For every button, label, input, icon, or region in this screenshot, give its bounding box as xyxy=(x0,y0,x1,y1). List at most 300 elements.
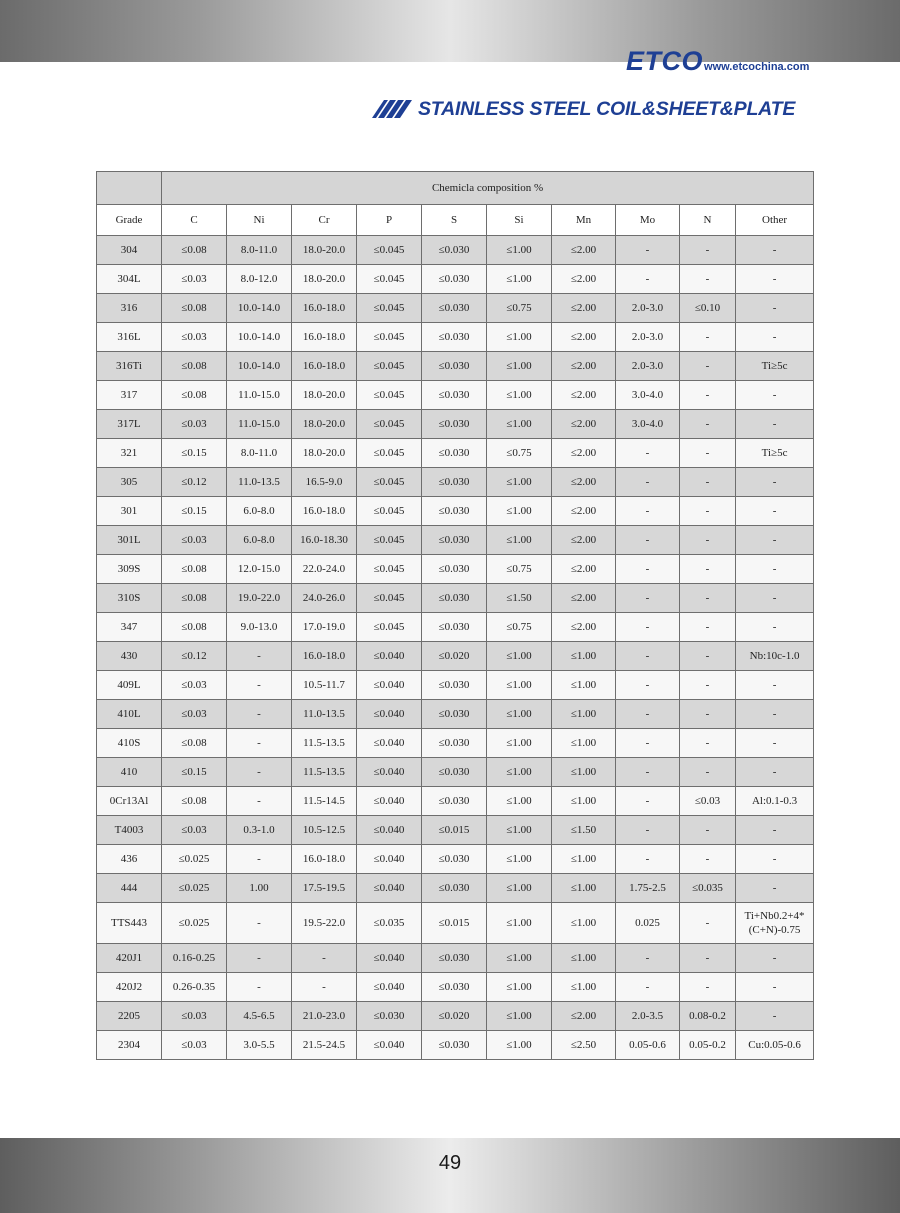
table-cell: ≤0.040 xyxy=(357,671,422,700)
table-row xyxy=(97,294,814,323)
table-cell: - xyxy=(680,410,736,439)
table-cell: - xyxy=(616,700,680,729)
page-title-row xyxy=(372,96,795,122)
table-cell: ≤1.00 xyxy=(487,700,552,729)
table-cell: ≤0.08 xyxy=(162,381,227,410)
table-cell: 16.0-18.0 xyxy=(292,352,357,381)
table-cell: 4.5-6.5 xyxy=(227,1002,292,1031)
table-cell: - xyxy=(227,671,292,700)
table-cell: ≤1.00 xyxy=(487,410,552,439)
grade-cell: 444 xyxy=(97,874,162,903)
table-cell: 9.0-13.0 xyxy=(227,613,292,642)
table-cell: - xyxy=(680,323,736,352)
table-cell: ≤0.03 xyxy=(680,787,736,816)
table-row xyxy=(97,352,814,381)
table-cell: - xyxy=(680,439,736,468)
table-cell: 21.0-23.0 xyxy=(292,1002,357,1031)
table-cell: ≤0.030 xyxy=(422,700,487,729)
table-cell: 21.5-24.5 xyxy=(292,1031,357,1060)
table-row xyxy=(97,584,814,613)
table-cell: ≤0.045 xyxy=(357,236,422,265)
table-cell: 8.0-11.0 xyxy=(227,439,292,468)
table-cell: - xyxy=(736,381,814,410)
table-cell: - xyxy=(616,468,680,497)
column-header: Grade xyxy=(97,205,162,236)
table-cell: - xyxy=(680,758,736,787)
grade-cell: 310S xyxy=(97,584,162,613)
table-cell: ≤0.040 xyxy=(357,944,422,973)
table-cell: ≤0.045 xyxy=(357,410,422,439)
table-cell: ≤0.040 xyxy=(357,758,422,787)
table-cell: ≤1.00 xyxy=(487,903,552,944)
table-cell: - xyxy=(736,671,814,700)
table-cell: - xyxy=(616,816,680,845)
grade-cell: 436 xyxy=(97,845,162,874)
table-cell: ≤1.00 xyxy=(487,874,552,903)
table-cell: ≤0.015 xyxy=(422,903,487,944)
table-cell: ≤0.030 xyxy=(422,613,487,642)
table-cell: ≤0.045 xyxy=(357,497,422,526)
table-cell: - xyxy=(680,729,736,758)
table-cell: - xyxy=(616,497,680,526)
table-cell: ≤0.10 xyxy=(680,294,736,323)
table-cell: ≤1.00 xyxy=(552,729,616,758)
table-cell: ≤2.00 xyxy=(552,410,616,439)
table-cell: - xyxy=(736,729,814,758)
table-cell: ≤0.030 xyxy=(422,236,487,265)
column-header: Mn xyxy=(552,205,616,236)
table-row xyxy=(97,845,814,874)
table-cell: - xyxy=(736,816,814,845)
table-cell: - xyxy=(616,439,680,468)
table-cell: ≤1.00 xyxy=(487,236,552,265)
table-cell: ≤1.00 xyxy=(487,323,552,352)
table-cell: ≤0.030 xyxy=(357,1002,422,1031)
table-cell: ≤0.03 xyxy=(162,265,227,294)
table-cell: ≤0.045 xyxy=(357,265,422,294)
table-cell: ≤0.040 xyxy=(357,1031,422,1060)
table-cell: ≤0.020 xyxy=(422,642,487,671)
table-cell: - xyxy=(680,973,736,1002)
table-cell: - xyxy=(736,1002,814,1031)
table-cell: - xyxy=(736,613,814,642)
table-cell: 10.5-11.7 xyxy=(292,671,357,700)
table-cell: ≤0.03 xyxy=(162,526,227,555)
table-cell: - xyxy=(227,973,292,1002)
column-header: Other xyxy=(736,205,814,236)
table-cell: ≤0.08 xyxy=(162,352,227,381)
table-cell: ≤0.030 xyxy=(422,729,487,758)
table-cell: 1.75-2.5 xyxy=(616,874,680,903)
table-cell: ≤2.00 xyxy=(552,497,616,526)
table-cell: - xyxy=(616,729,680,758)
table-cell: ≤0.03 xyxy=(162,1031,227,1060)
table-cell: ≤0.025 xyxy=(162,903,227,944)
table-cell: - xyxy=(736,845,814,874)
table-cell: 11.0-13.5 xyxy=(292,700,357,729)
table-cell: ≤0.03 xyxy=(162,816,227,845)
table-cell: Al:0.1-0.3 xyxy=(736,787,814,816)
table-cell: - xyxy=(736,265,814,294)
table-cell: ≤2.00 xyxy=(552,613,616,642)
grade-cell: 317 xyxy=(97,381,162,410)
table-cell: ≤0.040 xyxy=(357,787,422,816)
table-cell: ≤0.045 xyxy=(357,294,422,323)
table-cell: ≤0.08 xyxy=(162,294,227,323)
table-cell: ≤1.00 xyxy=(552,671,616,700)
table-cell: ≤1.50 xyxy=(552,816,616,845)
table-cell: ≤1.00 xyxy=(552,642,616,671)
table-row xyxy=(97,410,814,439)
table-cell: - xyxy=(736,874,814,903)
table-cell: - xyxy=(736,468,814,497)
table-cell: ≤0.040 xyxy=(357,816,422,845)
table-cell: ≤0.030 xyxy=(422,439,487,468)
table-cell: 10.0-14.0 xyxy=(227,294,292,323)
table-cell: ≤0.040 xyxy=(357,874,422,903)
table-cell: ≤0.12 xyxy=(162,468,227,497)
table-cell: ≤1.00 xyxy=(487,526,552,555)
table-cell: ≤0.025 xyxy=(162,874,227,903)
page-title: STAINLESS STEEL COIL&SHEET&PLATE xyxy=(418,97,796,120)
table-cell: - xyxy=(680,642,736,671)
table-cell: - xyxy=(736,497,814,526)
table-cell: - xyxy=(680,671,736,700)
table-cell: - xyxy=(736,758,814,787)
grade-cell: 410 xyxy=(97,758,162,787)
table-cell: ≤0.030 xyxy=(422,584,487,613)
grade-cell: 420J1 xyxy=(97,944,162,973)
table-cell: - xyxy=(227,944,292,973)
table-row xyxy=(97,468,814,497)
table-cell: - xyxy=(680,352,736,381)
table-cell: ≤0.030 xyxy=(422,526,487,555)
table-cell: - xyxy=(680,816,736,845)
table-cell: - xyxy=(680,584,736,613)
table-cell: 11.5-14.5 xyxy=(292,787,357,816)
table-cell: 16.0-18.0 xyxy=(292,845,357,874)
table-cell: 8.0-12.0 xyxy=(227,265,292,294)
table-cell: ≤1.00 xyxy=(552,845,616,874)
table-cell: - xyxy=(680,468,736,497)
table-cell: ≤0.08 xyxy=(162,729,227,758)
table-cell: 3.0-4.0 xyxy=(616,410,680,439)
column-header: S xyxy=(422,205,487,236)
grade-cell: 309S xyxy=(97,555,162,584)
table-cell: - xyxy=(616,671,680,700)
table-row xyxy=(97,1031,814,1060)
table-cell: - xyxy=(736,526,814,555)
table-cell: ≤0.08 xyxy=(162,555,227,584)
table-cell: ≤1.00 xyxy=(487,758,552,787)
table-cell: ≤0.03 xyxy=(162,671,227,700)
table-cell: ≤1.00 xyxy=(552,758,616,787)
table-cell: ≤1.00 xyxy=(487,497,552,526)
table-cell: Cu:0.05-0.6 xyxy=(736,1031,814,1060)
table-cell: ≤0.045 xyxy=(357,381,422,410)
table-cell: 18.0-20.0 xyxy=(292,265,357,294)
table-cell: Ti+Nb0.2+4* (C+N)-0.75 xyxy=(736,903,814,944)
table-row xyxy=(97,944,814,973)
table-cell: ≤1.50 xyxy=(487,584,552,613)
table-cell: ≤1.00 xyxy=(552,700,616,729)
grade-cell: TTS443 xyxy=(97,903,162,944)
table-cell: ≤0.030 xyxy=(422,555,487,584)
grade-cell: 2205 xyxy=(97,1002,162,1031)
column-header: Mo xyxy=(616,205,680,236)
table-cell: - xyxy=(680,497,736,526)
grade-cell: 304 xyxy=(97,236,162,265)
table-cell: ≤2.00 xyxy=(552,584,616,613)
table-cell: - xyxy=(680,381,736,410)
table-cell: ≤0.75 xyxy=(487,613,552,642)
composition-table xyxy=(96,171,814,1060)
page-number: 49 xyxy=(438,1152,462,1174)
table-cell: - xyxy=(680,845,736,874)
table-cell: ≤2.00 xyxy=(552,352,616,381)
table-cell: - xyxy=(680,555,736,584)
table-cell: - xyxy=(680,526,736,555)
table-cell: ≤0.035 xyxy=(357,903,422,944)
table-cell: - xyxy=(736,294,814,323)
table-cell: ≤0.03 xyxy=(162,410,227,439)
grade-cell: 410L xyxy=(97,700,162,729)
grade-cell: 0Cr13Al xyxy=(97,787,162,816)
grade-cell: 430 xyxy=(97,642,162,671)
table-cell: - xyxy=(227,758,292,787)
table-cell: 18.0-20.0 xyxy=(292,381,357,410)
grade-cell: 316 xyxy=(97,294,162,323)
table-cell: ≤0.15 xyxy=(162,439,227,468)
table-cell: ≤0.030 xyxy=(422,323,487,352)
table-cell: 11.0-15.0 xyxy=(227,381,292,410)
grade-cell: 301L xyxy=(97,526,162,555)
table-cell: ≤0.045 xyxy=(357,352,422,381)
table-cell: ≤2.00 xyxy=(552,323,616,352)
table-cell: 0.16-0.25 xyxy=(162,944,227,973)
grade-cell: 305 xyxy=(97,468,162,497)
table-cell: ≤0.030 xyxy=(422,265,487,294)
table-cell: 6.0-8.0 xyxy=(227,526,292,555)
table-cell: - xyxy=(227,787,292,816)
grade-cell: 316Ti xyxy=(97,352,162,381)
table-cell: 0.05-0.6 xyxy=(616,1031,680,1060)
table-cell: 2.0-3.0 xyxy=(616,323,680,352)
table-cell: 19.0-22.0 xyxy=(227,584,292,613)
table-cell: - xyxy=(616,787,680,816)
table-cell: ≤1.00 xyxy=(487,1031,552,1060)
table-cell: ≤0.12 xyxy=(162,642,227,671)
grade-cell: 317L xyxy=(97,410,162,439)
table-cell: ≤1.00 xyxy=(487,973,552,1002)
table-cell: ≤0.75 xyxy=(487,439,552,468)
table-cell: - xyxy=(292,973,357,1002)
table-row xyxy=(97,758,814,787)
table-cell: 3.0-5.5 xyxy=(227,1031,292,1060)
table-cell: 10.5-12.5 xyxy=(292,816,357,845)
table-cell: - xyxy=(736,944,814,973)
table-cell: - xyxy=(616,236,680,265)
header-blank-cell xyxy=(97,172,162,205)
table-cell: ≤1.00 xyxy=(487,944,552,973)
table-cell: ≤0.015 xyxy=(422,816,487,845)
table-cell: - xyxy=(616,845,680,874)
table-cell: - xyxy=(736,555,814,584)
table-cell: 11.5-13.5 xyxy=(292,758,357,787)
brand-logo xyxy=(626,46,809,78)
table-cell: - xyxy=(227,729,292,758)
table-cell: ≤2.00 xyxy=(552,439,616,468)
table-body xyxy=(97,236,814,1060)
table-cell: - xyxy=(680,700,736,729)
column-header: Si xyxy=(487,205,552,236)
table-cell: - xyxy=(736,700,814,729)
table-cell: - xyxy=(616,584,680,613)
table-cell: ≤1.00 xyxy=(487,729,552,758)
table-cell: ≤2.00 xyxy=(552,555,616,584)
table-row xyxy=(97,381,814,410)
table-cell: 16.0-18.0 xyxy=(292,497,357,526)
table-cell: ≤1.00 xyxy=(487,642,552,671)
table-cell: - xyxy=(736,410,814,439)
table-cell: 16.5-9.0 xyxy=(292,468,357,497)
table-cell: - xyxy=(736,323,814,352)
grade-cell: 304L xyxy=(97,265,162,294)
table-cell: 11.0-13.5 xyxy=(227,468,292,497)
table-cell: Ti≥5c xyxy=(736,352,814,381)
column-header: Ni xyxy=(227,205,292,236)
table-row xyxy=(97,642,814,671)
grade-cell: 316L xyxy=(97,323,162,352)
table-cell: ≤2.50 xyxy=(552,1031,616,1060)
table-row xyxy=(97,613,814,642)
table-cell: ≤0.045 xyxy=(357,584,422,613)
table-cell: 0.3-1.0 xyxy=(227,816,292,845)
table-cell: ≤0.030 xyxy=(422,787,487,816)
table-cell: ≤1.00 xyxy=(487,845,552,874)
table-cell: ≤0.040 xyxy=(357,973,422,1002)
table-cell: ≤0.15 xyxy=(162,758,227,787)
table-cell: 0.26-0.35 xyxy=(162,973,227,1002)
table-cell: - xyxy=(680,265,736,294)
table-cell: - xyxy=(736,236,814,265)
table-cell: - xyxy=(616,642,680,671)
table-cell: - xyxy=(616,265,680,294)
table-cell: 2.0-3.5 xyxy=(616,1002,680,1031)
table-cell: 0.08-0.2 xyxy=(680,1002,736,1031)
column-header: N xyxy=(680,205,736,236)
table-row xyxy=(97,816,814,845)
table-cell: ≤0.030 xyxy=(422,294,487,323)
table-cell: 16.0-18.0 xyxy=(292,294,357,323)
grade-cell: 420J2 xyxy=(97,973,162,1002)
table-cell: - xyxy=(680,944,736,973)
table-cell: ≤2.00 xyxy=(552,236,616,265)
brand-name: ETCO xyxy=(626,46,704,76)
table-cell: - xyxy=(227,642,292,671)
table-cell: ≤0.03 xyxy=(162,323,227,352)
table-cell: - xyxy=(227,903,292,944)
table-cell: ≤0.030 xyxy=(422,874,487,903)
table-cell: 16.0-18.0 xyxy=(292,642,357,671)
table-cell: - xyxy=(680,903,736,944)
table-cell: ≤0.08 xyxy=(162,236,227,265)
table-row xyxy=(97,874,814,903)
grade-cell: 2304 xyxy=(97,1031,162,1060)
table-cell: 24.0-26.0 xyxy=(292,584,357,613)
table-cell: Nb:10c-1.0 xyxy=(736,642,814,671)
table-cell: Ti≥5c xyxy=(736,439,814,468)
table-cell: 18.0-20.0 xyxy=(292,439,357,468)
table-cell: - xyxy=(616,758,680,787)
table-row xyxy=(97,555,814,584)
composition-group-header: Chemicla composition % xyxy=(162,172,814,205)
table-cell: 6.0-8.0 xyxy=(227,497,292,526)
table-cell: ≤0.03 xyxy=(162,1002,227,1031)
table-cell: ≤0.030 xyxy=(422,758,487,787)
table-cell: 10.0-14.0 xyxy=(227,323,292,352)
table-cell: ≤1.00 xyxy=(552,874,616,903)
table-cell: ≤0.08 xyxy=(162,613,227,642)
column-header: C xyxy=(162,205,227,236)
table-cell: ≤1.00 xyxy=(487,1002,552,1031)
table-cell: ≤1.00 xyxy=(552,903,616,944)
table-cell: ≤0.030 xyxy=(422,1031,487,1060)
table-cell: - xyxy=(736,584,814,613)
table-cell: ≤0.030 xyxy=(422,671,487,700)
table-cell: ≤0.040 xyxy=(357,729,422,758)
table-cell: ≤0.030 xyxy=(422,497,487,526)
table-cell: 11.0-15.0 xyxy=(227,410,292,439)
table-cell: - xyxy=(736,973,814,1002)
table-row xyxy=(97,729,814,758)
table-cell: ≤2.00 xyxy=(552,526,616,555)
table-cell: ≤0.020 xyxy=(422,1002,487,1031)
column-header: P xyxy=(357,205,422,236)
grade-cell: 409L xyxy=(97,671,162,700)
table-cell: - xyxy=(292,944,357,973)
table-cell: 0.025 xyxy=(616,903,680,944)
brand-url: www.etcochina.com xyxy=(704,61,810,73)
grade-cell: 321 xyxy=(97,439,162,468)
table-row xyxy=(97,323,814,352)
table-cell: ≤0.75 xyxy=(487,294,552,323)
table-cell: ≤0.025 xyxy=(162,845,227,874)
table-cell: 18.0-20.0 xyxy=(292,410,357,439)
table-row xyxy=(97,700,814,729)
table-cell: ≤2.00 xyxy=(552,1002,616,1031)
table-row xyxy=(97,497,814,526)
table-cell: ≤0.035 xyxy=(680,874,736,903)
table-row xyxy=(97,1002,814,1031)
table-cell: ≤0.030 xyxy=(422,944,487,973)
table-cell: ≤0.040 xyxy=(357,642,422,671)
table-cell: ≤1.00 xyxy=(487,468,552,497)
table-cell: ≤2.00 xyxy=(552,294,616,323)
table-cell: ≤0.030 xyxy=(422,973,487,1002)
stripes-icon xyxy=(372,100,412,118)
table-cell: ≤0.030 xyxy=(422,410,487,439)
column-header: Cr xyxy=(292,205,357,236)
table-cell: ≤0.045 xyxy=(357,555,422,584)
table-cell: ≤1.00 xyxy=(487,265,552,294)
table-cell: 12.0-15.0 xyxy=(227,555,292,584)
table-cell: ≤0.75 xyxy=(487,555,552,584)
table-cell: ≤0.03 xyxy=(162,700,227,729)
table-cell: 19.5-22.0 xyxy=(292,903,357,944)
table-cell: 10.0-14.0 xyxy=(227,352,292,381)
table-cell: - xyxy=(680,613,736,642)
